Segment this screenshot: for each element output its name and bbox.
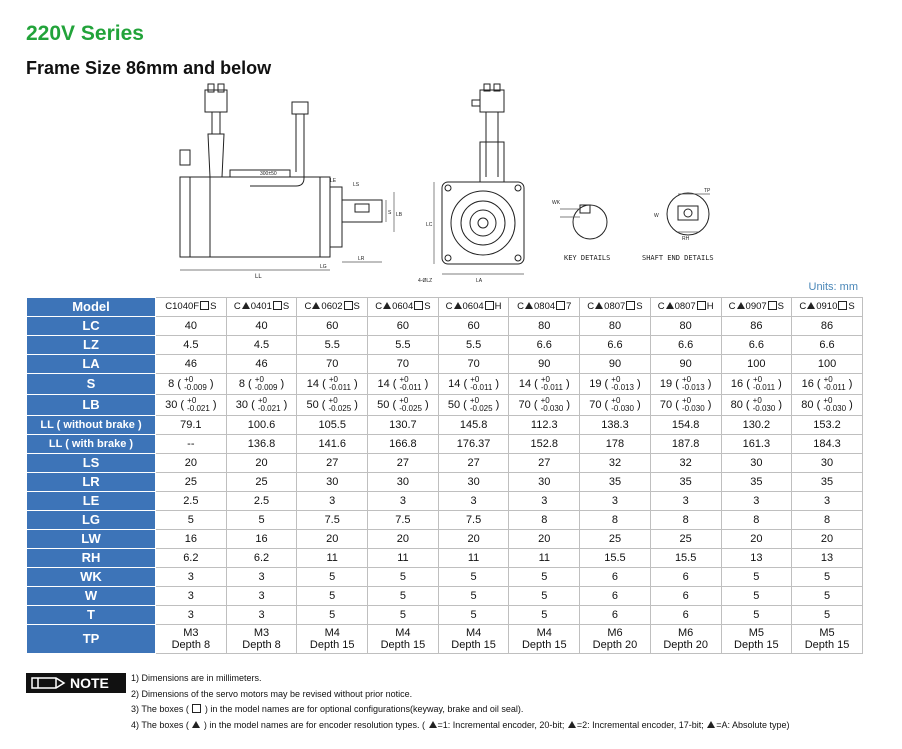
table-cell: 130.2 (721, 416, 792, 435)
table-cell: 6.6 (580, 336, 651, 355)
box-symbol-icon (192, 704, 201, 713)
table-cell: 16 (156, 530, 227, 549)
table-cell: 2.5 (226, 492, 297, 511)
key-detail-drawing (560, 205, 607, 239)
table-cell: 19 ( +0 -0.013 ) (580, 374, 651, 395)
box-symbol-icon (200, 301, 209, 310)
triangle-symbol-icon (383, 302, 391, 309)
model-column-header: C 0907 S (721, 298, 792, 317)
model-header-label: Model (27, 298, 156, 317)
table-cell: 11 (297, 549, 368, 568)
triangle-symbol-icon (454, 302, 462, 309)
box-symbol-icon (344, 301, 353, 310)
table-cell: 35 (792, 473, 863, 492)
table-cell: 30 (509, 473, 580, 492)
note-badge-label: NOTE (70, 675, 109, 691)
table-cell: 6.2 (156, 549, 227, 568)
table-row (27, 473, 863, 492)
note-3: 3) The boxes ( ) in the model names are for optional configurations(keyway, brake and oil seal). (131, 704, 524, 715)
triangle-symbol-icon (737, 302, 745, 309)
table-cell: 14 ( +0 -0.011 ) (438, 374, 509, 395)
table-cell: 6.6 (509, 336, 580, 355)
units-label: Units: mm (808, 281, 858, 293)
table-cell: 5 (297, 606, 368, 625)
table-cell: 3 (650, 492, 721, 511)
table-cell: 35 (650, 473, 721, 492)
table-cell: 16 (226, 530, 297, 549)
table-cell: 5 (226, 511, 297, 530)
triangle-symbol-icon (525, 302, 533, 309)
table-row (27, 587, 863, 606)
table-cell: 4.5 (156, 336, 227, 355)
table-cell: 7.5 (368, 511, 439, 530)
table-cell: -- (156, 435, 227, 454)
table-cell: 32 (580, 454, 651, 473)
table-row (27, 355, 863, 374)
table-cell: 46 (226, 355, 297, 374)
table-cell: 6 (580, 587, 651, 606)
table-cell: 70 (297, 355, 368, 374)
table-cell: 138.3 (580, 416, 651, 435)
model-column-header: C 0602 S (297, 298, 368, 317)
table-cell: 35 (580, 473, 651, 492)
table-cell: 50 ( +0 -0.025 ) (297, 395, 368, 416)
table-cell: 79.1 (156, 416, 227, 435)
table-cell: 30 (438, 473, 509, 492)
table-cell: 15.5 (650, 549, 721, 568)
table-cell: 14 ( +0 -0.011 ) (368, 374, 439, 395)
table-cell: 3 (297, 492, 368, 511)
table-cell: 32 (650, 454, 721, 473)
row-label: TP (27, 625, 156, 654)
box-symbol-icon (768, 301, 777, 310)
row-label: LL ( with brake ) (27, 435, 156, 454)
table-cell: 178 (580, 435, 651, 454)
model-column-header: C 0807 S (580, 298, 651, 317)
table-cell: 27 (438, 454, 509, 473)
table-cell: 90 (580, 355, 651, 374)
table-cell: 187.8 (650, 435, 721, 454)
table-cell: M4 Depth 15 (368, 625, 439, 654)
row-label: LS (27, 454, 156, 473)
box-symbol-icon (556, 301, 565, 310)
table-cell: 80 (509, 317, 580, 336)
lg-dimension-label: LG (320, 264, 327, 270)
front-view-drawing (434, 84, 524, 274)
table-cell: 136.8 (226, 435, 297, 454)
table-cell: 11 (509, 549, 580, 568)
table-cell: 145.8 (438, 416, 509, 435)
table-cell: 13 (721, 549, 792, 568)
table-cell: 40 (226, 317, 297, 336)
table-cell: 90 (509, 355, 580, 374)
table-cell: M6 Depth 20 (580, 625, 651, 654)
table-cell: 80 (650, 317, 721, 336)
w-dimension-label: W (654, 213, 659, 219)
table-cell: 27 (509, 454, 580, 473)
row-label: LZ (27, 336, 156, 355)
row-label: LW (27, 530, 156, 549)
table-cell: 6.6 (721, 336, 792, 355)
model-column-header: C 0807 H (650, 298, 721, 317)
frame-size-title: Frame Size 86mm and below (26, 58, 272, 78)
table-row (27, 511, 863, 530)
table-cell: 161.3 (721, 435, 792, 454)
table-row (27, 454, 863, 473)
table-cell: 6.2 (226, 549, 297, 568)
triangle-symbol-icon (192, 721, 200, 728)
table-cell: 6 (650, 587, 721, 606)
table-cell: 8 ( +0 -0.009 ) (226, 374, 297, 395)
table-cell: 8 (580, 511, 651, 530)
row-label: S (27, 374, 156, 395)
box-symbol-icon (414, 301, 423, 310)
table-cell: 30 ( +0 -0.021 ) (156, 395, 227, 416)
table-cell: 90 (650, 355, 721, 374)
table-cell: 8 (792, 511, 863, 530)
table-cell: 16 ( +0 -0.011 ) (721, 374, 792, 395)
table-cell: 3 (792, 492, 863, 511)
table-cell: 13 (792, 549, 863, 568)
table-cell: 130.7 (368, 416, 439, 435)
note-badge (26, 673, 126, 693)
table-cell: 5.5 (438, 336, 509, 355)
table-cell: 5 (721, 606, 792, 625)
table-cell: 3 (156, 606, 227, 625)
lb-dimension-label: LB (396, 212, 403, 218)
table-cell: 5 (368, 568, 439, 587)
tp-dimension-label: TP (704, 188, 711, 194)
shaft-end-drawing (667, 193, 710, 235)
table-cell: 60 (438, 317, 509, 336)
table-cell: 60 (368, 317, 439, 336)
table-cell: 112.3 (509, 416, 580, 435)
motor-dimension-drawings (150, 82, 750, 287)
table-cell: 35 (721, 473, 792, 492)
table-cell: 3 (156, 587, 227, 606)
lz-dimension-label: 4-ØLZ (418, 278, 433, 284)
table-cell: 86 (721, 317, 792, 336)
table-cell: 6 (650, 606, 721, 625)
table-cell: 5 (509, 568, 580, 587)
table-cell: 30 (368, 473, 439, 492)
table-cell: 7.5 (438, 511, 509, 530)
table-cell: 6 (650, 568, 721, 587)
model-column-header: C 0604 S (368, 298, 439, 317)
table-cell: 46 (156, 355, 227, 374)
table-cell: 176.37 (438, 435, 509, 454)
model-header-row (27, 298, 863, 317)
lr-dimension-label: LR (358, 256, 365, 262)
triangle-symbol-icon (666, 302, 674, 309)
table-cell: 5 (438, 568, 509, 587)
table-cell: 7.5 (297, 511, 368, 530)
table-cell: 5 (509, 587, 580, 606)
table-cell: 6.6 (792, 336, 863, 355)
le-dimension-label: LE (330, 178, 337, 184)
box-symbol-icon (697, 301, 706, 310)
table-row (27, 530, 863, 549)
table-row (27, 625, 863, 654)
model-column-header: C 0804 7 (509, 298, 580, 317)
table-cell: 3 (509, 492, 580, 511)
table-row (27, 606, 863, 625)
table-cell: 153.2 (792, 416, 863, 435)
table-cell: 166.8 (368, 435, 439, 454)
table-cell: 14 ( +0 -0.011 ) (509, 374, 580, 395)
table-cell: 4.5 (226, 336, 297, 355)
table-cell: 16 ( +0 -0.011 ) (792, 374, 863, 395)
table-cell: 8 ( +0 -0.009 ) (156, 374, 227, 395)
table-cell: 30 (792, 454, 863, 473)
key-details-label: KEY DETAILS (564, 254, 611, 262)
shaft-end-details-label: SHAFT END DETAILS (642, 254, 714, 262)
table-cell: 8 (509, 511, 580, 530)
table-cell: 80 (580, 317, 651, 336)
row-label: RH (27, 549, 156, 568)
triangle-symbol-icon (312, 302, 320, 309)
table-row (27, 435, 863, 454)
table-cell: 3 (226, 587, 297, 606)
table-cell: 19 ( +0 -0.013 ) (650, 374, 721, 395)
table-cell: 6.6 (650, 336, 721, 355)
table-cell: 154.8 (650, 416, 721, 435)
table-cell: 3 (580, 492, 651, 511)
table-cell: M4 Depth 15 (509, 625, 580, 654)
triangle-symbol-icon (807, 302, 815, 309)
note-1: 1) Dimensions are in millimeters. (131, 673, 262, 683)
row-label: T (27, 606, 156, 625)
table-cell: 30 (721, 454, 792, 473)
table-cell: 20 (297, 530, 368, 549)
rh-dimension-label: RH (682, 236, 690, 242)
table-cell: 70 (368, 355, 439, 374)
table-cell: 20 (226, 454, 297, 473)
table-cell: 50 ( +0 -0.025 ) (438, 395, 509, 416)
row-label: LG (27, 511, 156, 530)
triangle-symbol-icon (707, 721, 715, 728)
table-cell: M4 Depth 15 (438, 625, 509, 654)
la-dimension-label: LA (476, 278, 483, 284)
row-label: LL ( without brake ) (27, 416, 156, 435)
table-cell: 86 (792, 317, 863, 336)
table-row (27, 336, 863, 355)
table-cell: 5 (509, 606, 580, 625)
table-cell: 5 (792, 606, 863, 625)
s-dimension-label: S (388, 210, 392, 216)
table-cell: 60 (297, 317, 368, 336)
table-cell: M6 Depth 20 (650, 625, 721, 654)
table-cell: 5 (156, 511, 227, 530)
table-cell: 70 (438, 355, 509, 374)
table-row (27, 374, 863, 395)
table-cell: 70 ( +0 -0.030 ) (580, 395, 651, 416)
table-cell: 20 (156, 454, 227, 473)
table-cell: 5 (792, 568, 863, 587)
cable-length-label: 300±50 (260, 171, 277, 177)
table-cell: 5 (438, 606, 509, 625)
table-cell: 2.5 (156, 492, 227, 511)
table-row (27, 395, 863, 416)
box-symbol-icon (273, 301, 282, 310)
table-cell: 5 (792, 587, 863, 606)
table-cell: 70 ( +0 -0.030 ) (509, 395, 580, 416)
table-cell: 5 (721, 587, 792, 606)
table-cell: 8 (721, 511, 792, 530)
row-label: W (27, 587, 156, 606)
table-cell: M3 Depth 8 (156, 625, 227, 654)
table-cell: 11 (368, 549, 439, 568)
model-column-header: C 0910 S (792, 298, 863, 317)
table-cell: 5 (368, 606, 439, 625)
table-cell: 40 (156, 317, 227, 336)
table-cell: 80 ( +0 -0.030 ) (792, 395, 863, 416)
table-cell: 14 ( +0 -0.011 ) (297, 374, 368, 395)
table-cell: 3 (226, 568, 297, 587)
table-cell: 30 (297, 473, 368, 492)
table-cell: 100 (721, 355, 792, 374)
table-cell: 25 (580, 530, 651, 549)
table-cell: 152.8 (509, 435, 580, 454)
box-symbol-icon (838, 301, 847, 310)
table-cell: 25 (650, 530, 721, 549)
table-cell: 3 (156, 568, 227, 587)
table-cell: 5 (368, 587, 439, 606)
series-title: 220V Series (26, 22, 144, 45)
ll-dimension-label: LL (255, 274, 262, 280)
note-2: 2) Dimensions of the servo motors may be revised without prior notice. (131, 688, 413, 699)
table-cell: 70 ( +0 -0.030 ) (650, 395, 721, 416)
dimension-spec-table (26, 297, 863, 654)
wk-dimension-label: WK (552, 200, 561, 206)
box-symbol-icon (626, 301, 635, 310)
table-cell: 184.3 (792, 435, 863, 454)
ls-dimension-label: LS (353, 182, 360, 188)
table-cell: 5 (721, 568, 792, 587)
table-cell: M4 Depth 15 (297, 625, 368, 654)
model-column-header: C 0401 S (226, 298, 297, 317)
note-4: 4) The boxes ( ) in the model names are for encoder resolution types. ( =1: Incremental encoder, 20-bit; =2: Incremental encoder, 17-bit; =A: Absolute type) (131, 720, 790, 731)
triangle-symbol-icon (568, 721, 576, 728)
table-cell: 27 (368, 454, 439, 473)
table-cell: 20 (438, 530, 509, 549)
table-cell: 20 (792, 530, 863, 549)
table-cell: 25 (156, 473, 227, 492)
table-cell: 80 ( +0 -0.030 ) (721, 395, 792, 416)
row-label: WK (27, 568, 156, 587)
row-label: LB (27, 395, 156, 416)
box-symbol-icon (485, 301, 494, 310)
table-cell: M5 Depth 15 (721, 625, 792, 654)
table-row (27, 568, 863, 587)
table-row (27, 549, 863, 568)
note-list (131, 671, 790, 734)
table-cell: 20 (368, 530, 439, 549)
table-row (27, 492, 863, 511)
table-cell: 8 (650, 511, 721, 530)
triangle-symbol-icon (429, 721, 437, 728)
table-cell: M5 Depth 15 (792, 625, 863, 654)
table-cell: M3 Depth 8 (226, 625, 297, 654)
table-cell: 100.6 (226, 416, 297, 435)
triangle-symbol-icon (595, 302, 603, 309)
table-cell: 50 ( +0 -0.025 ) (368, 395, 439, 416)
row-label: LE (27, 492, 156, 511)
table-cell: 100 (792, 355, 863, 374)
table-cell: 5.5 (297, 336, 368, 355)
table-cell: 20 (509, 530, 580, 549)
row-label: LR (27, 473, 156, 492)
table-cell: 20 (721, 530, 792, 549)
model-column-header: C 0604 H (438, 298, 509, 317)
lc-dimension-label: LC (426, 222, 433, 228)
table-cell: 11 (438, 549, 509, 568)
table-row (27, 416, 863, 435)
table-cell: 105.5 (297, 416, 368, 435)
table-cell: 6 (580, 568, 651, 587)
table-cell: 5 (438, 587, 509, 606)
table-cell: 5.5 (368, 336, 439, 355)
table-cell: 3 (226, 606, 297, 625)
table-cell: 5 (297, 587, 368, 606)
table-cell: 25 (226, 473, 297, 492)
table-cell: 3 (721, 492, 792, 511)
model-column-header: C1040F S (156, 298, 227, 317)
table-cell: 3 (438, 492, 509, 511)
table-cell: 27 (297, 454, 368, 473)
table-row (27, 317, 863, 336)
table-cell: 5 (297, 568, 368, 587)
table-cell: 15.5 (580, 549, 651, 568)
triangle-symbol-icon (242, 302, 250, 309)
table-cell: 6 (580, 606, 651, 625)
table-cell: 141.6 (297, 435, 368, 454)
side-view-drawing (180, 84, 394, 270)
row-label: LC (27, 317, 156, 336)
table-cell: 30 ( +0 -0.021 ) (226, 395, 297, 416)
table-cell: 3 (368, 492, 439, 511)
row-label: LA (27, 355, 156, 374)
